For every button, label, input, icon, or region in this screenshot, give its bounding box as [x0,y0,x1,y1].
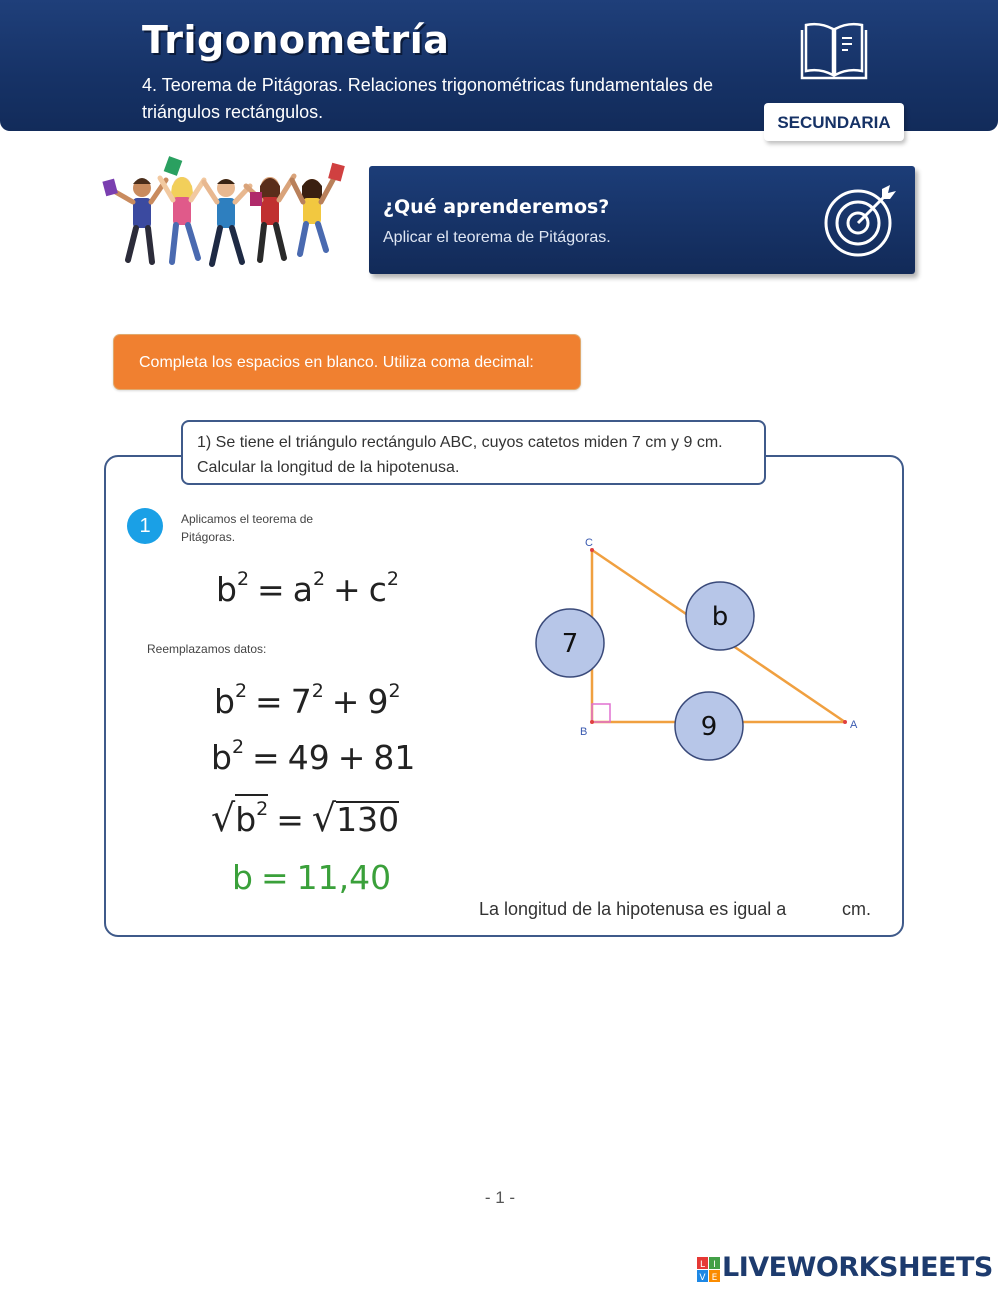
svg-text:I: I [713,1260,716,1270]
svg-text:L: L [699,1260,706,1270]
unit-label: cm. [842,899,871,919]
replace-data-label: Reemplazamos datos: [147,642,267,656]
student-4 [246,176,294,260]
side-ca-value: b [711,602,729,632]
step-number-badge: 1 [127,508,163,544]
pythagoras-formula: $b^2 = a^2 + c^2$ [216,568,399,609]
objective-question: ¿Qué aprenderemos? [383,196,610,218]
students-illustration [100,150,352,286]
objective-answer: Aplicar el teorema de Pitágoras. [383,229,611,246]
svg-text:V: V [699,1273,706,1283]
page-title: Trigonometría [142,18,450,62]
page-number: - 1 - [484,1188,516,1207]
formula-squares: $b^2 = 49 + 81$ [211,736,416,777]
answer-blank[interactable] [797,897,839,923]
triangle-diagram [520,530,870,775]
formula-substitution: $b^2 = 7^2 + 9^2$ [214,680,401,721]
student-5 [292,163,345,254]
svg-text:E: E [711,1273,718,1283]
vertex-a-label: A [850,719,858,731]
step-description: Aplicamos el teorema de Pitágoras. [181,512,314,544]
liveworksheets-brand[interactable]: LIVEWORKSHEETS [722,1252,993,1283]
target-icon [822,181,900,259]
conclusion-text: La longitud de la hipotenusa es igual a [479,899,787,919]
side-ba-value: 9 [700,712,718,742]
right-angle-mark [592,704,610,722]
liveworksheets-logo-icon [697,1257,721,1283]
side-cb-value: 7 [561,629,579,659]
vertex-b-label: B [580,726,588,738]
instruction-banner: Completa los espacios en blanco. Utiliza coma decimal: [113,334,581,390]
student-3 [204,179,250,264]
formula-square-root: $√b^2 = √130$ [211,796,400,840]
student-1 [102,178,166,262]
vertex-c-label: C [585,537,593,549]
problem-statement: 1) Se tiene el triángulo rectángulo ABC, cuyos catetos miden 7 cm y 9 cm. Calcular la longitud de la hipotenusa. [181,420,766,485]
page-subtitle: 4. Teorema de Pitágoras. Relaciones trigonométricas fundamentales de triángulos rectángulos. [142,75,713,122]
book-icon [796,20,872,86]
formula-result: b = 11,40 [232,858,392,897]
level-badge: SECUNDARIA [764,103,904,141]
student-2 [160,156,204,262]
